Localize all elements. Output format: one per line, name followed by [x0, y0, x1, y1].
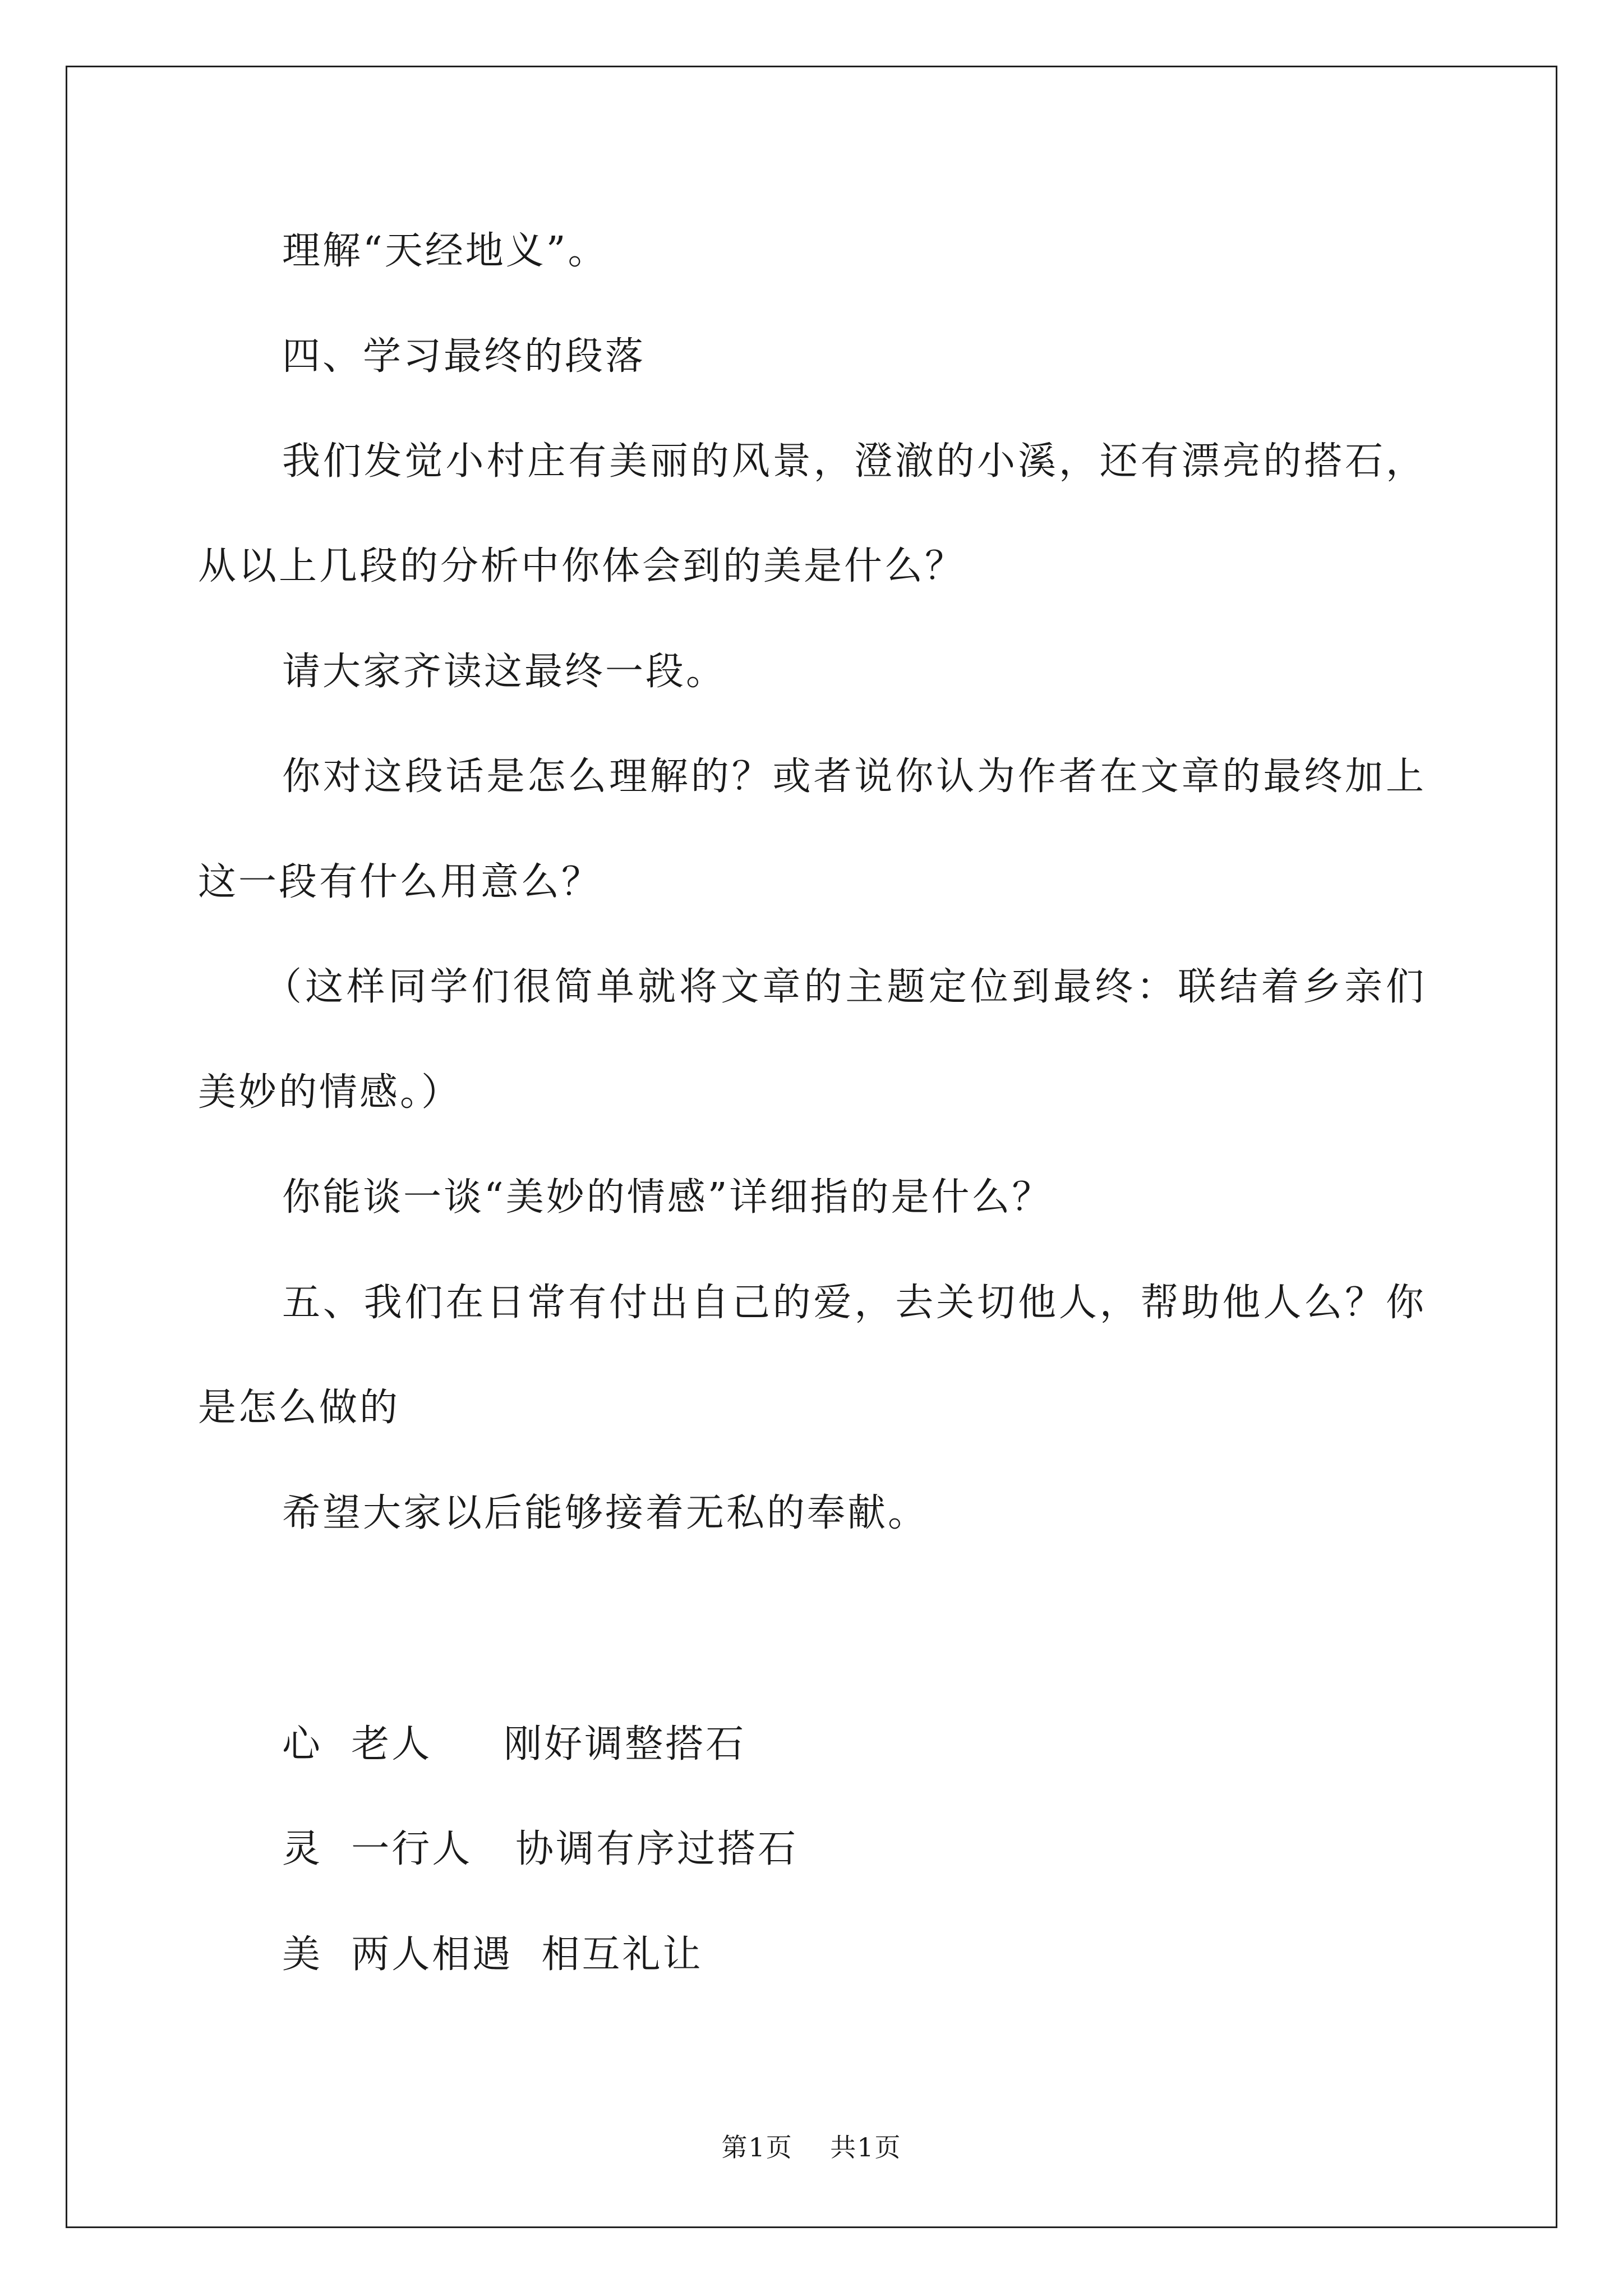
text-line: 你能谈一谈“美妙的情感”详细指的是什么？ [282, 1175, 1053, 1220]
page-border [66, 66, 1557, 2228]
text-line: 从以上几段的分析中你体会到的美是什么？ [198, 544, 966, 588]
text-line: 是怎么做的 [198, 1386, 400, 1430]
section-heading: 四、学习最终的段落 [282, 334, 646, 379]
section-heading [282, 1281, 1426, 1326]
text-line: 这一段有什么用意么？ [198, 860, 602, 904]
board-line: 心 老人 刚好调整搭石 [282, 1722, 746, 1766]
text-line-content: （这样同学们很简单就将文章的主题定位到最终：联结着乡亲们 [264, 965, 1426, 1009]
text-line-content: 五、我们在日常有付出自己的爱，去关切他人，帮助他人么？你 [282, 1281, 1426, 1325]
text-line [282, 754, 1426, 799]
board-line: 美 两人相遇 相互礼让 [282, 1932, 703, 1977]
text-line: 美妙的情感。） [198, 1070, 462, 1115]
text-line-content: 我们发觉小村庄有美丽的风景，澄澈的小溪，还有漂亮的搭石， [282, 439, 1426, 484]
text-line [264, 965, 1426, 1010]
page-footer [0, 2132, 1623, 2163]
page-number: 第1页 [721, 2132, 793, 2162]
text-line: 理解“天经地义”。 [282, 229, 608, 273]
page-total: 共1页 [830, 2132, 902, 2162]
text-line: 希望大家以后能够接着无私的奉献。 [282, 1491, 929, 1535]
board-line: 灵 一行人 协调有序过搭石 [282, 1827, 799, 1871]
text-line: 请大家齐读这最终一段。 [282, 650, 727, 694]
text-line-content: 你对这段话是怎么理解的？或者说你认为作者在文章的最终加上 [282, 754, 1426, 799]
text-line [282, 439, 1426, 484]
